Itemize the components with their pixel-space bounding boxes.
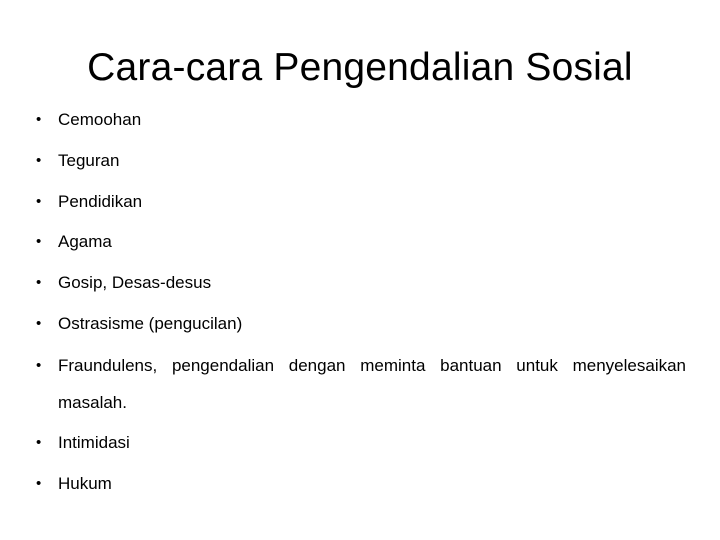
bullet-text: Ostrasisme (pengucilan) [58,313,243,333]
bullet-icon: • [36,433,42,451]
bullet-text: Pendidikan [58,191,143,211]
bullet-text: Fraundulens, pengendalian dengan meminta bantuan untuk menyelesaikan masalah. [58,355,686,412]
bullet-text: Intimidasi [58,432,130,452]
bullet-item-pendidikan [36,192,686,212]
slide-title: Cara-cara Pengendalian Sosial [87,46,633,89]
bullet-item-intimidasi [36,433,686,453]
bullet-icon: • [36,111,42,128]
bullet-text: Teguran [58,150,120,170]
bullet-icon: • [36,314,42,332]
bullet-list [36,110,686,514]
bullet-icon: • [36,233,42,251]
bullet-item-agama [36,232,686,252]
bullet-text: Hukum [58,473,112,493]
bullet-text: Gosip, Desas-desus [58,273,212,293]
bullet-text: Cemoohan [58,110,142,129]
bullet-item-fraundulens [36,347,686,421]
bullet-item-teguran [36,151,686,171]
bullet-icon: • [36,356,42,374]
bullet-text: Agama [58,232,112,252]
bullet-item-gosip [36,273,686,293]
bullet-icon: • [36,274,42,292]
bullet-item-hukum [36,474,686,494]
bullet-icon: • [36,474,42,492]
bullet-icon: • [36,151,42,169]
bullet-item-ostrasisme [36,314,686,334]
bullet-icon: • [36,192,42,210]
bullet-item-cemoohan [36,110,686,130]
